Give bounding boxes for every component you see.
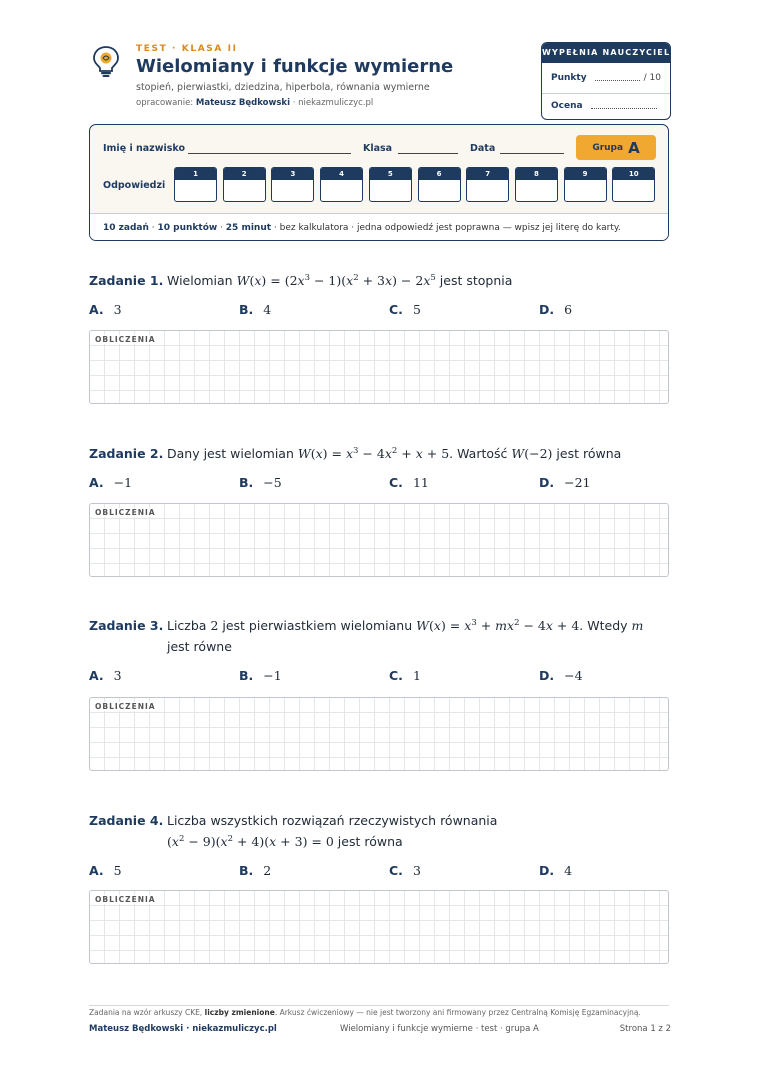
- class-field[interactable]: [398, 153, 458, 154]
- task-3-text-after: jest równe: [167, 639, 232, 654]
- class-label: Klasa: [363, 143, 393, 154]
- group-label: Grupa: [592, 142, 624, 153]
- task-3-text-mid2: . Wtedy: [579, 618, 632, 633]
- answer-box-number: 3: [272, 168, 313, 180]
- points-label: Punkty: [551, 73, 587, 83]
- answer-box-10[interactable]: [612, 167, 655, 202]
- task-2-question: [89, 443, 679, 464]
- task-4-option-c: C. 3: [389, 863, 421, 878]
- teacher-box-divider: [542, 93, 670, 94]
- task-3-number: 2: [210, 618, 219, 633]
- task-4-question: [89, 810, 679, 852]
- task-3-option-c: C. 1: [389, 668, 421, 683]
- calc-label: OBLICZENIA: [95, 895, 159, 904]
- page-subtitle: stopień, pierwiastki, dziedzina, hiperbola, równania wymierne: [136, 82, 430, 93]
- task-1-text-after: jest stopnia: [435, 273, 513, 288]
- grade-row: [551, 101, 661, 111]
- answer-box-number: 6: [419, 168, 460, 180]
- task-3-variable: m: [631, 618, 644, 633]
- answer-box-number: 8: [516, 168, 557, 180]
- task-2-text-after: jest równa: [552, 446, 622, 461]
- answer-box-number: 10: [613, 168, 654, 180]
- points-field[interactable]: [595, 80, 640, 81]
- task-2-formula-value: W(−2): [511, 446, 553, 461]
- task-1-formula: $W(x) = (2x^3 - 1)(x^2 + 3x) - 2x^5$: [236, 273, 436, 288]
- task-2-option-c: C. 11: [389, 475, 429, 490]
- footer-author: Mateusz Będkowski · niekazmuliczyc.pl: [89, 1024, 277, 1034]
- task-3-option-d: D. −4: [539, 668, 583, 683]
- student-card: [89, 124, 669, 241]
- task-1-label: Zadanie 1.: [89, 273, 164, 288]
- date-field[interactable]: [500, 153, 564, 154]
- task-4-option-d: D. 4: [539, 863, 573, 878]
- author-line: [136, 98, 373, 108]
- task-2-option-a: A. −1: [89, 475, 133, 490]
- info-tasks: 10 zadań: [103, 223, 149, 233]
- grade-label: Ocena: [551, 101, 583, 111]
- task-1-calculation-area[interactable]: [89, 330, 669, 404]
- task-1-option-d: D. 6: [539, 302, 573, 317]
- task-2-formula: $W(x) = x^3 - 4x^2 + x + 5$: [297, 446, 450, 461]
- author-prefix: opracowanie:: [136, 98, 196, 108]
- task-4-option-b: B. 2: [239, 863, 272, 878]
- lightbulb-brain-icon: [89, 44, 123, 78]
- name-label: Imię i nazwisko: [103, 143, 185, 154]
- task-4-calculation-area[interactable]: [89, 890, 669, 964]
- calc-label: OBLICZENIA: [95, 335, 159, 344]
- test-kicker: TEST · KLASA II: [136, 44, 238, 54]
- answer-box-6[interactable]: [418, 167, 461, 202]
- test-info: 10 zadań · 10 punktów · 25 minut · bez kalkulatora · jedna odpowiedź jest poprawna — wpisz jej literę do karty.: [90, 213, 668, 241]
- answer-box-4[interactable]: [320, 167, 363, 202]
- task-2-text-mid: . Wartość: [449, 446, 512, 461]
- points-total: / 10: [643, 73, 661, 83]
- task-3-calculation-area[interactable]: [89, 697, 669, 771]
- answer-box-number: 5: [370, 168, 411, 180]
- group-badge: [576, 135, 656, 160]
- footer-divider: [89, 1005, 669, 1006]
- answer-box-2[interactable]: [223, 167, 266, 202]
- task-1-text-before: Wielomian: [167, 273, 237, 288]
- task-1-question: [89, 270, 679, 291]
- info-points: 10 punktów: [157, 223, 218, 233]
- answer-box-number: 9: [565, 168, 606, 180]
- task-2-text-before: Dany jest wielomian: [167, 446, 298, 461]
- info-time: 25 minut: [225, 223, 272, 233]
- teacher-box: [541, 42, 671, 120]
- points-row: [551, 73, 661, 83]
- calc-label: OBLICZENIA: [95, 702, 159, 711]
- answer-box-3[interactable]: [271, 167, 314, 202]
- answer-box-number: 7: [467, 168, 508, 180]
- task-2-calculation-area[interactable]: [89, 503, 669, 577]
- task-2-option-d: D. −21: [539, 475, 591, 490]
- footer-title: Wielomiany i funkcje wymierne · test · grupa A: [340, 1024, 539, 1034]
- answer-box-5[interactable]: [369, 167, 412, 202]
- task-1-option-c: C. 5: [389, 302, 421, 317]
- task-3-formula: $W(x) = x^3 + mx^2 - 4x + 4$: [416, 618, 580, 633]
- task-3-option-b: B. −1: [239, 668, 282, 683]
- group-letter: A: [628, 138, 640, 157]
- footer-note: Zadania na wzór arkuszy CKE, liczby zmienione. Arkusz ćwiczeniowy — nie jest tworzony ani firmowany przez Centralną Komisję Egzaminacyjną.: [89, 1008, 641, 1017]
- date-label: Data: [470, 143, 496, 154]
- task-3-text-before: Liczba: [167, 618, 211, 633]
- answer-box-number: 1: [175, 168, 216, 180]
- task-3-text-mid: jest pierwiastkiem wielomianu: [218, 618, 417, 633]
- task-1-option-b: B. 4: [239, 302, 272, 317]
- answer-box-9[interactable]: [564, 167, 607, 202]
- task-4-text-before: Liczba wszystkich rozwiązań rzeczywistych równania: [167, 813, 498, 828]
- task-3-question: [89, 615, 679, 657]
- answer-box-number: 4: [321, 168, 362, 180]
- info-rest: · bez kalkulatora · jedna odpowiedź jest poprawna — wpisz jej literę do karty.: [271, 223, 621, 233]
- calc-label: OBLICZENIA: [95, 508, 159, 517]
- page-title: Wielomiany i funkcje wymierne: [136, 56, 454, 77]
- author-site: · niekazmuliczyc.pl: [290, 98, 374, 108]
- answer-box-1[interactable]: [174, 167, 217, 202]
- answer-box-8[interactable]: [515, 167, 558, 202]
- task-2-option-b: B. −5: [239, 475, 282, 490]
- task-4-text-after: jest równa: [333, 834, 403, 849]
- task-3-label: Zadanie 3.: [89, 618, 164, 633]
- task-4-label: Zadanie 4.: [89, 813, 164, 828]
- name-field[interactable]: [188, 153, 351, 154]
- author-name: Mateusz Będkowski: [195, 98, 291, 108]
- answer-box-number: 2: [224, 168, 265, 180]
- task-2-label: Zadanie 2.: [89, 446, 164, 461]
- task-4-formula: $(x^2 - 9)(x^2 + 4)(x + 3) = 0$: [167, 834, 334, 849]
- task-4-option-a: A. 5: [89, 863, 122, 878]
- task-1-option-a: A. 3: [89, 302, 122, 317]
- answers-label: Odpowiedzi: [103, 180, 166, 191]
- task-3-option-a: A. 3: [89, 668, 122, 683]
- teacher-box-title: WYPEŁNIA NAUCZYCIEL: [542, 43, 670, 63]
- page-number: Strona 1 z 2: [619, 1024, 671, 1034]
- answer-box-7[interactable]: [466, 167, 509, 202]
- grade-field[interactable]: [591, 108, 657, 109]
